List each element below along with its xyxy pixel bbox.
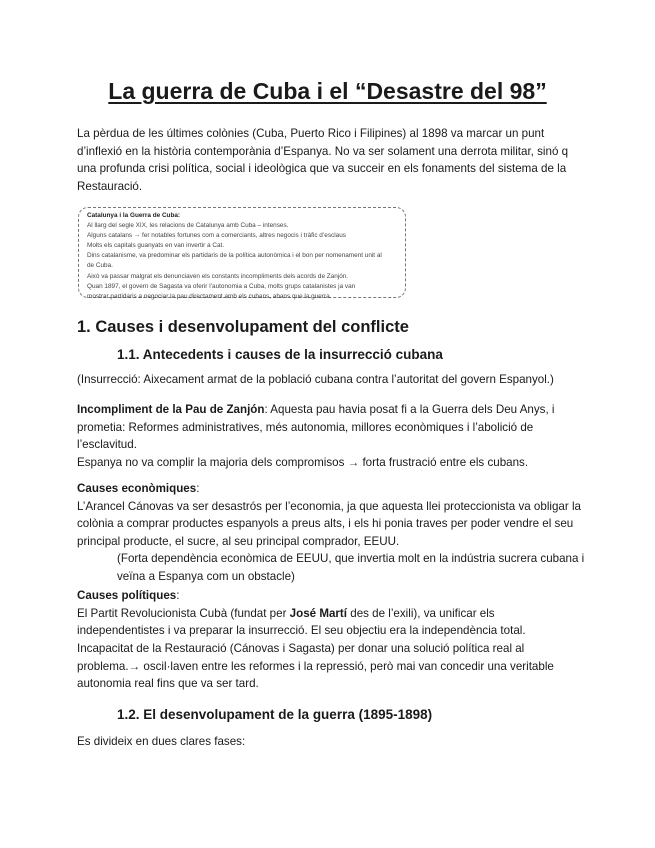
economic-causes-paragraph bbox=[77, 480, 585, 585]
restoration-paragraph: Incapacitat de la Restauració (Cánovas i Sagasta) per donar una solució política real al problema.→ oscil·laven entre les reformes i la repressió, però mai van concedir una veritable autonomia real fins que va ser tard. bbox=[77, 642, 554, 690]
political-causes-label: Causes polítiques bbox=[77, 589, 177, 602]
phases-paragraph: Es divideix en dues clares fases: bbox=[77, 735, 246, 748]
note-line: Molts els capitals guanyats en van invertir a Cat. bbox=[87, 242, 225, 250]
note-line: Al llarg del segle XIX, les relacions de Catalunya amb Cuba – intenses. bbox=[87, 222, 289, 230]
note-line: Això va passar malgrat els denunciaven els constants incompliments dels acords de Zanjón. bbox=[87, 272, 349, 280]
zanjon-label: Incompliment de la Pau de Zanjón bbox=[77, 403, 265, 416]
subsection-heading: 1.1. Antecedents i causes de la insurrecció cubana bbox=[117, 347, 443, 362]
economic-causes-label: Causes econòmiques bbox=[77, 482, 197, 495]
note-box-heading: Catalunya i la Guerra de Cuba: bbox=[87, 212, 181, 219]
political-causes-text-a: El Partit Revolucionista Cubà (fundat per bbox=[77, 606, 290, 620]
colon: : bbox=[196, 482, 200, 495]
intro-paragraph: La pèrdua de les últimes colònies (Cuba, Puerto Rico i Filipines) al 1898 va marcar un punt d’inflexió en la història contemporània d’Espanya. No va ser solament una derrota militar, sinó q una profunda crisi política, social i ideològica que va succeir en els fonaments del sistema de la Restauració. bbox=[77, 127, 569, 193]
zanjon-paragraph bbox=[77, 401, 585, 471]
note-line: Dins catalanisme, va predominar els partidaris de la política autonòmica i el bon per nomenament unit al bbox=[87, 252, 382, 260]
jose-marti-name: José Martí bbox=[289, 606, 348, 620]
note-line: Quan 1897, el govern de Sagasta va oferir l’autonomia a Cuba, molts grups catalanistes ja van bbox=[87, 282, 356, 290]
note-box bbox=[78, 207, 406, 298]
subsection-heading: 1.2. El desenvolupament de la guerra (1895-1898) bbox=[117, 707, 433, 722]
political-causes-paragraph bbox=[77, 587, 585, 640]
note-line: mostrar partidaris a negociar la pau directament amb els cubans, abans que la guerra. bbox=[87, 292, 332, 300]
section-heading: 1. Causes i desenvolupament del conflicte bbox=[77, 318, 409, 336]
definition-paragraph: (Insurrecció: Aixecament armat de la població cubana contra l’autoritat del govern Espanyol.) bbox=[77, 373, 554, 386]
economic-causes-note: (Forta dependència econòmica de EEUU, que invertia molt en la indústria sucrera cubana i veïna a Espanya com un obstacle) bbox=[117, 552, 585, 583]
note-line: Alguns catalans → fer notables fortunes com a comerciants, altres negocis i tràfic d’esclaus bbox=[87, 232, 346, 240]
economic-causes-text: L’Arancel Cánovas va ser desastrós per l’economia, ja que aquesta llei proteccionista va obligar la colònia a comprar productes espanyols a preus alts, i els hi ponia traves per poder vendre el seu principal producte, el sucre, al seu principal comprador, EEUU. bbox=[77, 499, 581, 548]
zanjon-consequence: Espanya no va complir la majoria dels compromisos → forta frustració entre els cubans. bbox=[77, 455, 529, 469]
note-line: de Cuba. bbox=[87, 262, 113, 270]
political-causes-text-b: des de l’exili), va unificar els independentistes i va preparar la insurrecció. El seu objectiu era la independència total. bbox=[77, 606, 526, 637]
colon: : bbox=[176, 589, 180, 602]
page-title: La guerra de Cuba i el “Desastre del 98” bbox=[108, 78, 547, 104]
zanjon-text: : Aquesta pau havia posat fi a la Guerra dels Deu Anys, i prometia: Reformes administratives, més autonomia, millores econòmiques i l’abolició de l’esclavitud. bbox=[77, 403, 555, 451]
